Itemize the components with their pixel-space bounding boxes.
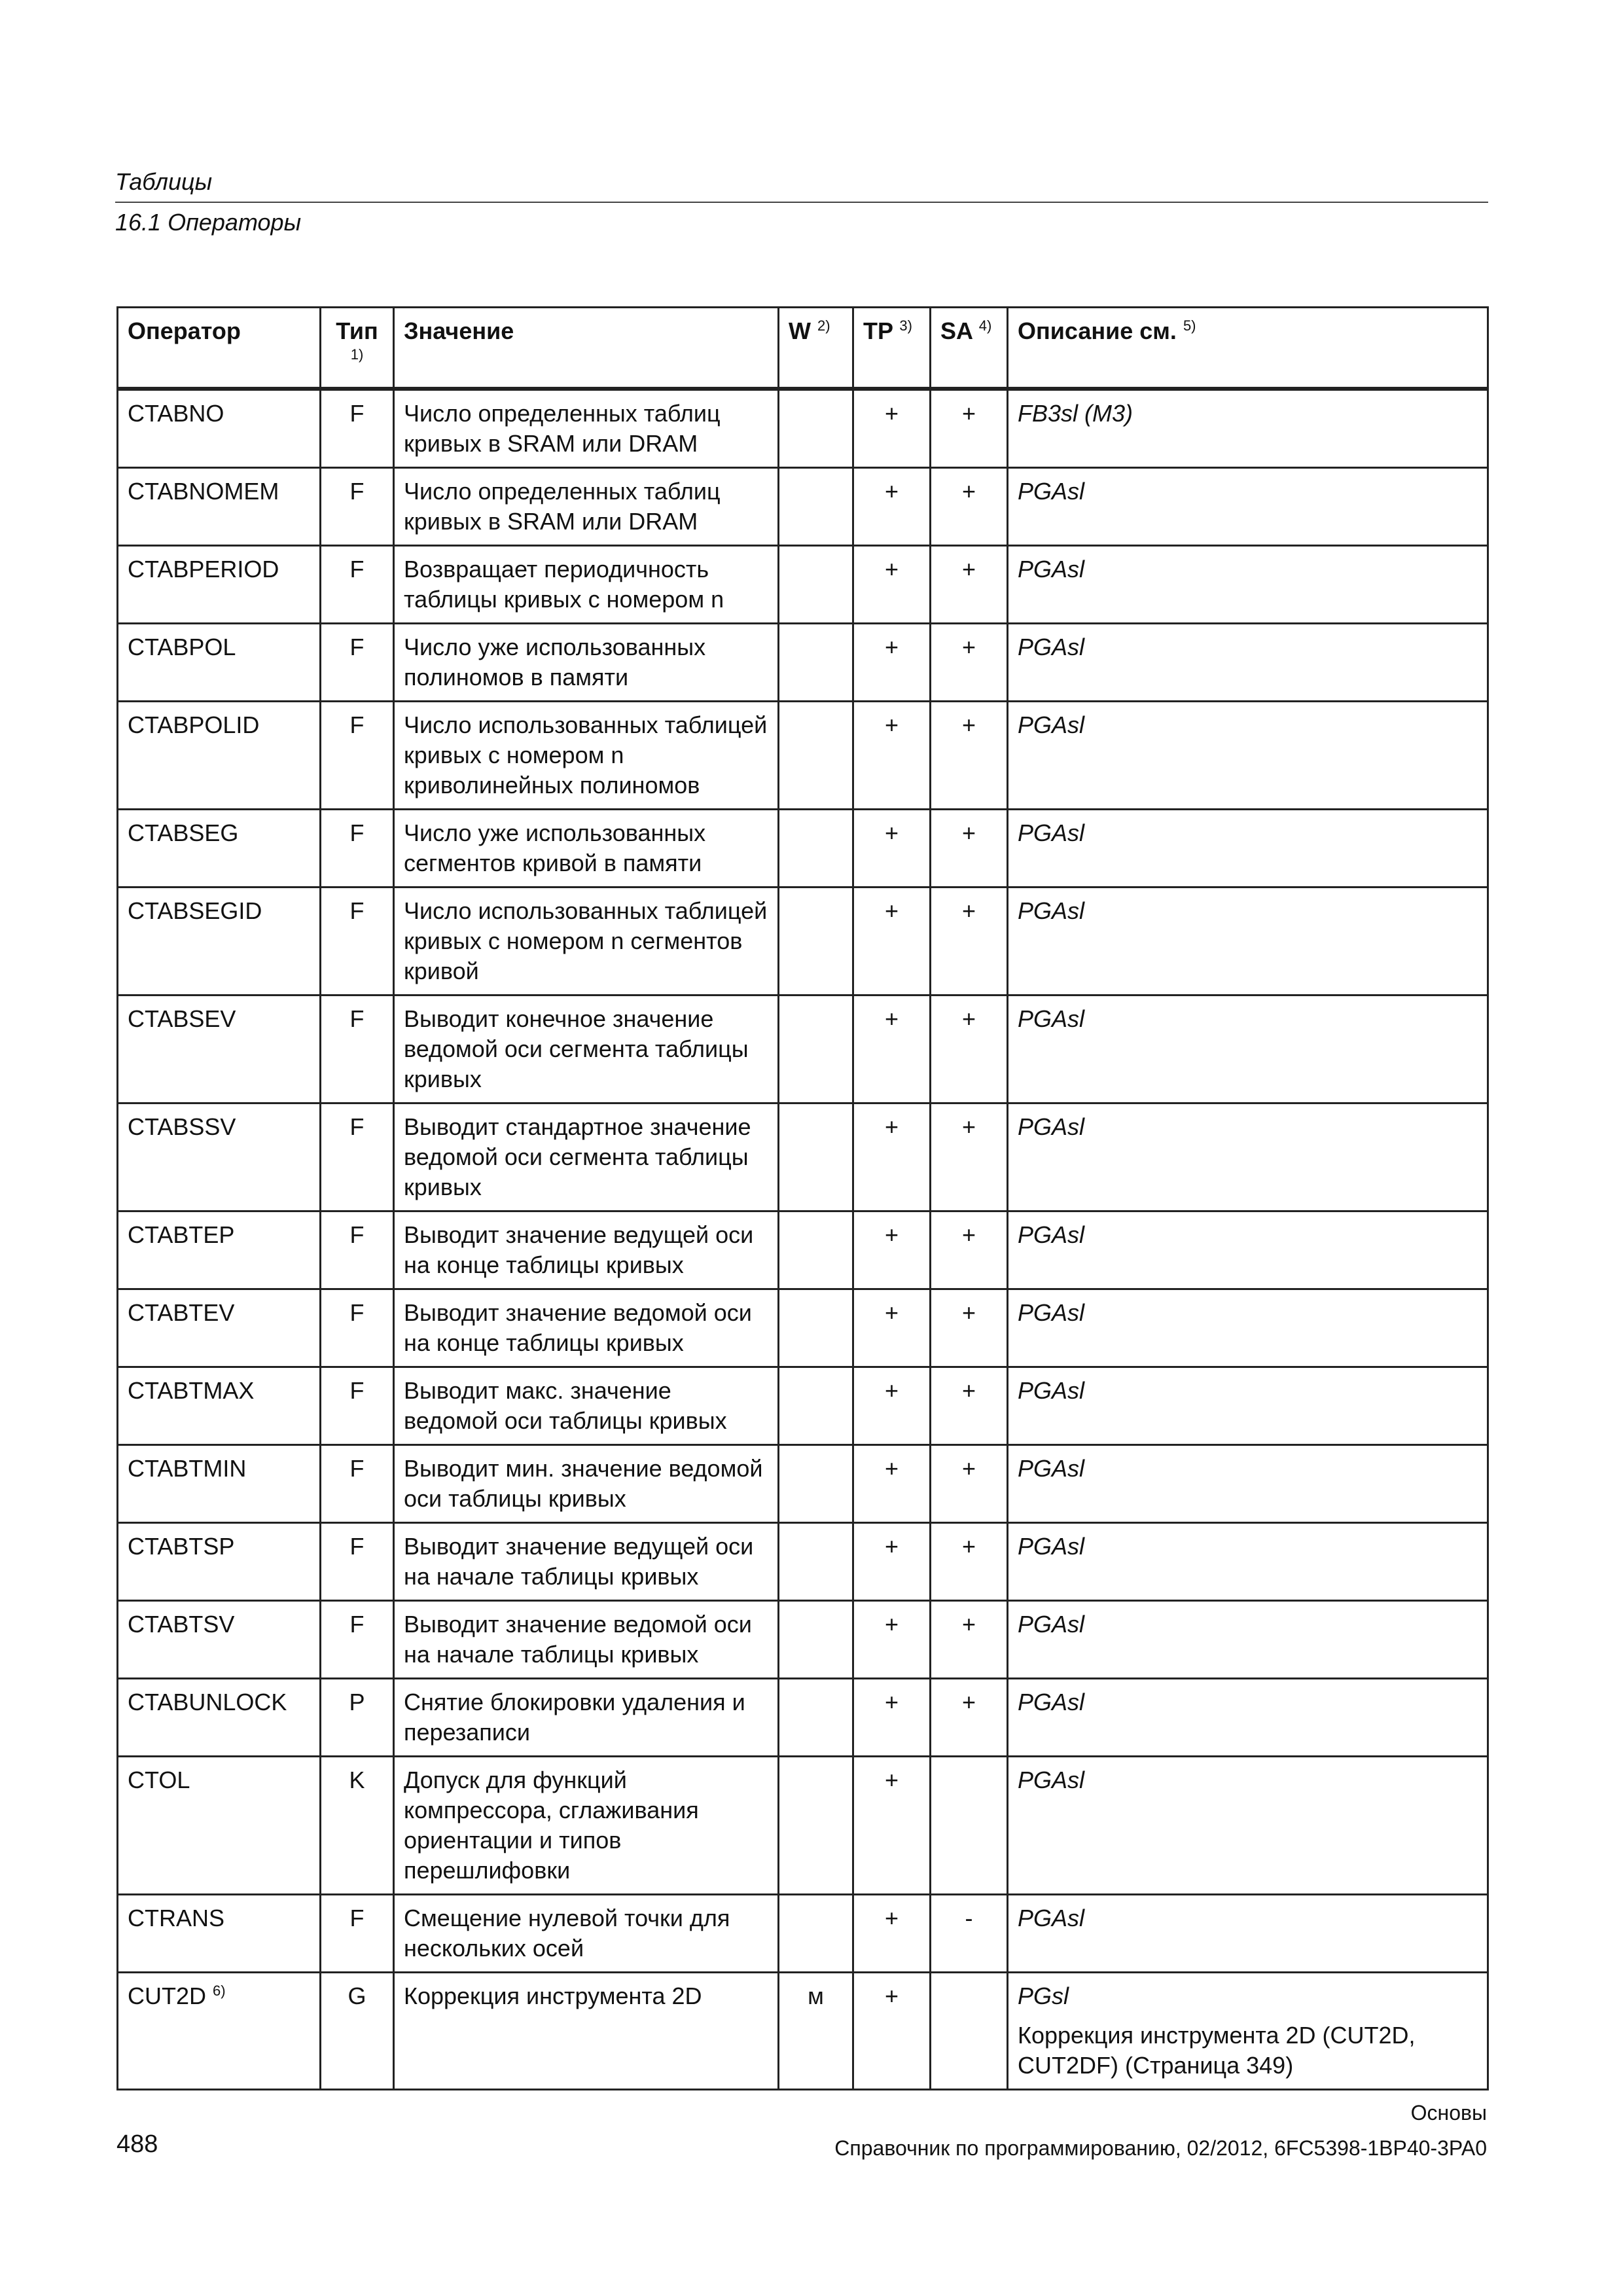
cell-type: F [321, 624, 394, 702]
cell-sa: + [931, 810, 1008, 888]
cell-description: PGAsl [1008, 1103, 1488, 1211]
table-body [118, 389, 1488, 2090]
cell-operator: CTABNO [118, 389, 321, 468]
cell-description: PGAsl [1008, 1895, 1488, 1973]
cell-meaning: Выводит макс. значение ведомой оси таблицы кривых [394, 1367, 779, 1445]
cell-description: PGAsl [1008, 1211, 1488, 1289]
header-rule [115, 202, 1488, 203]
cell-tp: + [853, 1757, 931, 1895]
cell-sa: + [931, 1367, 1008, 1445]
table-row [118, 1973, 1488, 2090]
cell-meaning: Возвращает периодичность таблицы кривых с номером n [394, 546, 779, 624]
cell-w [779, 1103, 853, 1211]
cell-tp: + [853, 546, 931, 624]
table-row [118, 810, 1488, 888]
cell-w [779, 468, 853, 546]
cell-meaning: Выводит значение ведомой оси на начале таблицы кривых [394, 1601, 779, 1679]
cell-sa: + [931, 1679, 1008, 1757]
cell-w [779, 1523, 853, 1601]
table-row [118, 1367, 1488, 1445]
cell-description: PGAsl [1008, 996, 1488, 1103]
cell-w [779, 702, 853, 810]
cell-description: PGAsl [1008, 624, 1488, 702]
cell-type: F [321, 702, 394, 810]
cell-w [779, 1895, 853, 1973]
cell-meaning: Выводит значение ведомой оси на конце таблицы кривых [394, 1289, 779, 1367]
cell-sa: + [931, 996, 1008, 1103]
cell-w [779, 1679, 853, 1757]
table-row [118, 1757, 1488, 1895]
cell-w [779, 1289, 853, 1367]
cell-operator: CTOL [118, 1757, 321, 1895]
cell-type: G [321, 1973, 394, 2090]
table-row [118, 389, 1488, 468]
cell-w [779, 1757, 853, 1895]
cell-meaning: Выводит значение ведущей оси на начале таблицы кривых [394, 1523, 779, 1601]
cell-type: F [321, 1895, 394, 1973]
cell-sa [931, 1973, 1008, 2090]
cell-operator: CTABPOLID [118, 702, 321, 810]
cell-sa: - [931, 1895, 1008, 1973]
cell-type: F [321, 1523, 394, 1601]
cell-operator: CTRANS [118, 1895, 321, 1973]
cell-description: PGAsl [1008, 1601, 1488, 1679]
cell-w: м [779, 1973, 853, 2090]
cell-type: F [321, 1367, 394, 1445]
cell-sa: + [931, 389, 1008, 468]
cell-meaning: Число уже использованных сегментов кривой в памяти [394, 810, 779, 888]
cell-description: PGsl Коррекция инструмента 2D (CUT2D, CUT2DF) (Страница 349) [1008, 1973, 1488, 2090]
table-row [118, 996, 1488, 1103]
table-row [118, 1601, 1488, 1679]
cell-meaning: Выводит значение ведущей оси на конце таблицы кривых [394, 1211, 779, 1289]
cell-meaning: Выводит мин. значение ведомой оси таблицы кривых [394, 1445, 779, 1523]
col-description: Описание см. $^{5)}$ [1008, 308, 1488, 389]
cell-tp: + [853, 996, 931, 1103]
cell-w [779, 546, 853, 624]
cell-tp: + [853, 1895, 931, 1973]
col-operator: Оператор [118, 308, 321, 389]
cell-w [779, 810, 853, 888]
cell-operator: CTABSEG [118, 810, 321, 888]
cell-type: F [321, 1289, 394, 1367]
footer-manual: Справочник по программированию, 02/2012, 6FC5398-1BP40-3PA0 [834, 2136, 1487, 2160]
cell-meaning: Число уже использованных полиномов в памяти [394, 624, 779, 702]
cell-operator: CTABTSV [118, 1601, 321, 1679]
cell-w [779, 389, 853, 468]
col-sa: SA $^{4)}$ [931, 308, 1008, 389]
cell-operator: CTABSSV [118, 1103, 321, 1211]
cell-description: PGAsl [1008, 1679, 1488, 1757]
cell-description: PGAsl [1008, 810, 1488, 888]
cell-sa: + [931, 546, 1008, 624]
cell-meaning: Число определенных таблиц кривых в SRAM или DRAM [394, 389, 779, 468]
cell-w [779, 888, 853, 996]
cell-tp: + [853, 1679, 931, 1757]
cell-sa: + [931, 702, 1008, 810]
cell-description: PGAsl [1008, 1757, 1488, 1895]
cell-operator: CTABTEP [118, 1211, 321, 1289]
table-row [118, 1211, 1488, 1289]
cell-operator: CTABNOMEM [118, 468, 321, 546]
cell-tp: + [853, 1211, 931, 1289]
cell-type: F [321, 1103, 394, 1211]
cell-tp: + [853, 389, 931, 468]
cell-sa: + [931, 1289, 1008, 1367]
cell-type: F [321, 1445, 394, 1523]
cell-tp: + [853, 1103, 931, 1211]
cell-meaning: Число использованных таблицей кривых с номером n криволинейных полиномов [394, 702, 779, 810]
cell-sa: + [931, 624, 1008, 702]
cell-type: F [321, 996, 394, 1103]
cell-w [779, 1211, 853, 1289]
cell-type: F [321, 888, 394, 996]
cell-description: FB3sl (M3) [1008, 389, 1488, 468]
cell-description: PGAsl [1008, 1289, 1488, 1367]
cell-description: PGAsl [1008, 468, 1488, 546]
cell-operator: CTABPOL [118, 624, 321, 702]
cell-meaning: Смещение нулевой точки для нескольких осей [394, 1895, 779, 1973]
cell-sa: + [931, 1445, 1008, 1523]
footer-book: Основы [1410, 2101, 1487, 2125]
cell-sa: + [931, 888, 1008, 996]
section-title: 16.1 Операторы [115, 209, 302, 236]
cell-type: F [321, 1211, 394, 1289]
cell-operator: CTABUNLOCK [118, 1679, 321, 1757]
cell-description: PGAsl [1008, 702, 1488, 810]
cell-meaning: Допуск для функций компрессора, сглаживания ориентации и типов перешлифовки [394, 1757, 779, 1895]
cell-operator: CTABTSP [118, 1523, 321, 1601]
cell-sa [931, 1757, 1008, 1895]
chapter-title: Таблицы [115, 168, 213, 195]
cell-sa: + [931, 1601, 1008, 1679]
cell-description: PGAsl [1008, 888, 1488, 996]
cell-type: F [321, 468, 394, 546]
table-header-row [118, 308, 1488, 389]
cell-operator: CTABTMAX [118, 1367, 321, 1445]
cell-operator: CTABPERIOD [118, 546, 321, 624]
page-number: 488 [116, 2130, 158, 2158]
cell-description: PGAsl [1008, 1445, 1488, 1523]
operators-table [116, 306, 1489, 2090]
table-row [118, 468, 1488, 546]
cell-meaning: Число использованных таблицей кривых с номером n сегментов кривой [394, 888, 779, 996]
table-row [118, 546, 1488, 624]
cell-tp: + [853, 702, 931, 810]
cell-type: F [321, 810, 394, 888]
table-row [118, 702, 1488, 810]
cell-operator: CTABSEGID [118, 888, 321, 996]
table-row [118, 1103, 1488, 1211]
table-row [118, 1895, 1488, 1973]
cell-meaning: Коррекция инструмента 2D [394, 1973, 779, 2090]
cell-tp: + [853, 1973, 931, 2090]
cell-type: F [321, 546, 394, 624]
table-row [118, 1289, 1488, 1367]
cell-tp: + [853, 1601, 931, 1679]
cell-type: F [321, 1601, 394, 1679]
cell-description: PGAsl [1008, 1523, 1488, 1601]
cell-tp: + [853, 624, 931, 702]
cell-meaning: Число определенных таблиц кривых в SRAM или DRAM [394, 468, 779, 546]
cell-tp: + [853, 1367, 931, 1445]
cell-meaning: Выводит конечное значение ведомой оси сегмента таблицы кривых [394, 996, 779, 1103]
cell-tp: + [853, 1445, 931, 1523]
table-row [118, 1679, 1488, 1757]
cell-description: PGAsl [1008, 1367, 1488, 1445]
table-row [118, 624, 1488, 702]
cell-w [779, 1367, 853, 1445]
cell-w [779, 1445, 853, 1523]
col-tp: TP $^{3)}$ [853, 308, 931, 389]
cell-sa: + [931, 468, 1008, 546]
cell-w [779, 1601, 853, 1679]
table-row [118, 1445, 1488, 1523]
cell-w [779, 624, 853, 702]
cell-tp: + [853, 810, 931, 888]
cell-sa: + [931, 1211, 1008, 1289]
cell-sa: + [931, 1103, 1008, 1211]
cell-operator: CTABSEV [118, 996, 321, 1103]
cell-operator: CTABTEV [118, 1289, 321, 1367]
cell-tp: + [853, 1289, 931, 1367]
cell-operator: CUT2D $^{6)}$ [118, 1973, 321, 2090]
table-row [118, 1523, 1488, 1601]
col-meaning: Значение [394, 308, 779, 389]
table-row [118, 888, 1488, 996]
cell-type: F [321, 389, 394, 468]
cell-operator: CTABTMIN [118, 1445, 321, 1523]
cell-type: P [321, 1679, 394, 1757]
cell-type: K [321, 1757, 394, 1895]
cell-meaning: Выводит стандартное значение ведомой оси сегмента таблицы кривых [394, 1103, 779, 1211]
cell-tp: + [853, 468, 931, 546]
cell-description: PGAsl [1008, 546, 1488, 624]
cell-tp: + [853, 1523, 931, 1601]
cell-meaning: Снятие блокировки удаления и перезаписи [394, 1679, 779, 1757]
col-type: Тип 1) [321, 308, 394, 389]
col-w: W $^{2)}$ [779, 308, 853, 389]
cell-tp: + [853, 888, 931, 996]
cell-sa: + [931, 1523, 1008, 1601]
cell-w [779, 996, 853, 1103]
